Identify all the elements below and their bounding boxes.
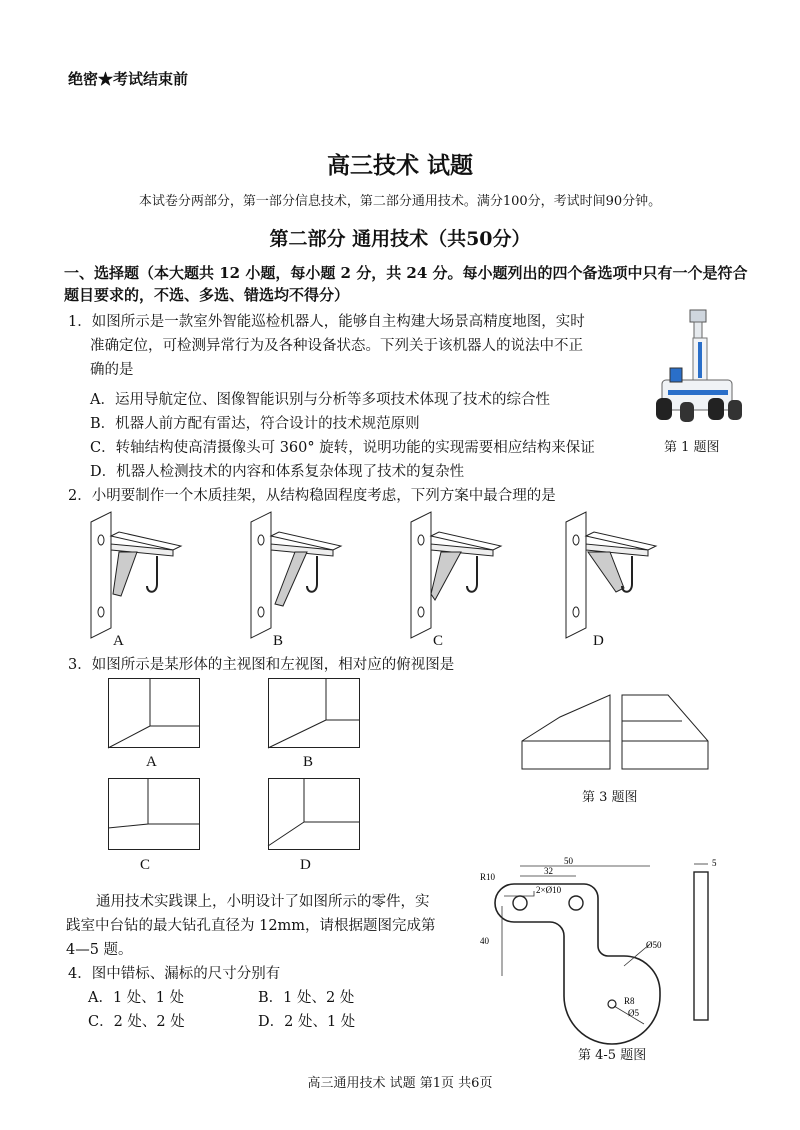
q45-intro-line1: 通用技术实践课上，小明设计了如图所示的零件，实 bbox=[96, 894, 430, 910]
q2-hanger-c bbox=[405, 508, 525, 638]
q1-stem-line2: 准确定位，可检测异常行为及各种设备状态。下列关于该机器人的说法中不正 bbox=[90, 338, 583, 354]
q3-given-views bbox=[520, 693, 712, 771]
dim-32: 32 bbox=[544, 866, 553, 876]
q1-option-d: D．机器人检测技术的内容和体系复杂体现了技术的复杂性 bbox=[90, 464, 465, 480]
dim-phi5: Ø5 bbox=[628, 1008, 639, 1018]
q4-option-d: D．2 处、1 处 bbox=[258, 1014, 356, 1030]
q4-option-a: A．1 处、1 处 bbox=[88, 990, 185, 1006]
dim-r8: R8 bbox=[624, 996, 635, 1006]
section-heading: 一、选择题（本大题共 12 小题，每小题 2 分，共 24 分。每小题列出的四个备选项中只有一个是符合题目要求的，不选、多选、错选均不得分） bbox=[64, 264, 748, 304]
q1-stem-line3: 确的是 bbox=[90, 362, 134, 378]
part-heading: 第二部分 通用技术（共50分） bbox=[269, 228, 531, 250]
q3-option-c-view bbox=[108, 778, 200, 850]
q1-option-b: B．机器人前方配有雷达，符合设计的技术规范原则 bbox=[90, 416, 420, 432]
q1-option-c: C．转轴结构使高清摄像头可 360° 旋转，说明功能的实现需要相应结构来保证 bbox=[90, 440, 595, 456]
q2-label-a: A bbox=[113, 633, 124, 649]
dim-phi50: Ø50 bbox=[646, 940, 662, 950]
exam-intro: 本试卷分两部分，第一部分信息技术，第二部分通用技术。满分100分，考试时间90分钟。 bbox=[138, 194, 662, 209]
dim-50: 50 bbox=[564, 856, 573, 866]
q2-stem: 2．小明要制作一个木质挂架，从结构稳固程度考虑，下列方案中最合理的是 bbox=[68, 488, 556, 504]
q4-stem: 4．图中错标、漏标的尺寸分别有 bbox=[68, 966, 281, 982]
dim-thickness: 5 bbox=[712, 858, 717, 868]
page-footer: 高三通用技术 试题 第1页 共6页 bbox=[307, 1076, 493, 1091]
q2-label-d: D bbox=[593, 633, 604, 649]
q2-hanger-a bbox=[85, 508, 205, 638]
q3-label-d: D bbox=[300, 857, 311, 873]
q4-option-c: C．2 处、2 处 bbox=[88, 1014, 185, 1030]
dim-r10: R10 bbox=[480, 872, 496, 882]
q2-label-c: C bbox=[433, 633, 444, 649]
q3-label-c: C bbox=[140, 857, 151, 873]
q3-option-b-view bbox=[268, 678, 360, 748]
q45-figure-caption: 第 4-5 题图 bbox=[578, 1048, 647, 1063]
q3-label-a: A bbox=[146, 754, 157, 770]
q3-option-d-view bbox=[268, 778, 360, 850]
q3-option-a-view bbox=[108, 678, 200, 748]
q2-hanger-b bbox=[245, 508, 365, 638]
q45-intro-line3: 4—5 题。 bbox=[66, 942, 133, 958]
dim-40: 40 bbox=[480, 936, 489, 946]
robot-figure bbox=[648, 308, 748, 433]
q2-hanger-d bbox=[560, 508, 680, 638]
q1-option-a: A．运用导航定位、图像智能识别与分析等多项技术体现了技术的综合性 bbox=[90, 392, 550, 408]
page-title: 高三技术 试题 bbox=[326, 152, 473, 179]
q1-figure-caption: 第 1 题图 bbox=[664, 440, 720, 455]
q1-stem-line1: 1．如图所示是一款室外智能巡检机器人，能够自主构建大场景高精度地图，实时 bbox=[68, 314, 585, 330]
q2-label-b: B bbox=[273, 633, 284, 649]
q45-intro-line2: 践室中台钻的最大钻孔直径为 12mm，请根据题图完成第 bbox=[66, 918, 436, 934]
q4-option-b: B．1 处、2 处 bbox=[258, 990, 355, 1006]
dim-holes: 2×Ø10 bbox=[536, 885, 562, 895]
q3-figure-caption: 第 3 题图 bbox=[582, 790, 638, 805]
q3-label-b: B bbox=[303, 754, 314, 770]
q3-stem: 3．如图所示是某形体的主视图和左视图，相对应的俯视图是 bbox=[68, 657, 455, 673]
confidential-label: 绝密★考试结束前 bbox=[68, 70, 189, 88]
q45-part-drawing bbox=[474, 856, 724, 1042]
